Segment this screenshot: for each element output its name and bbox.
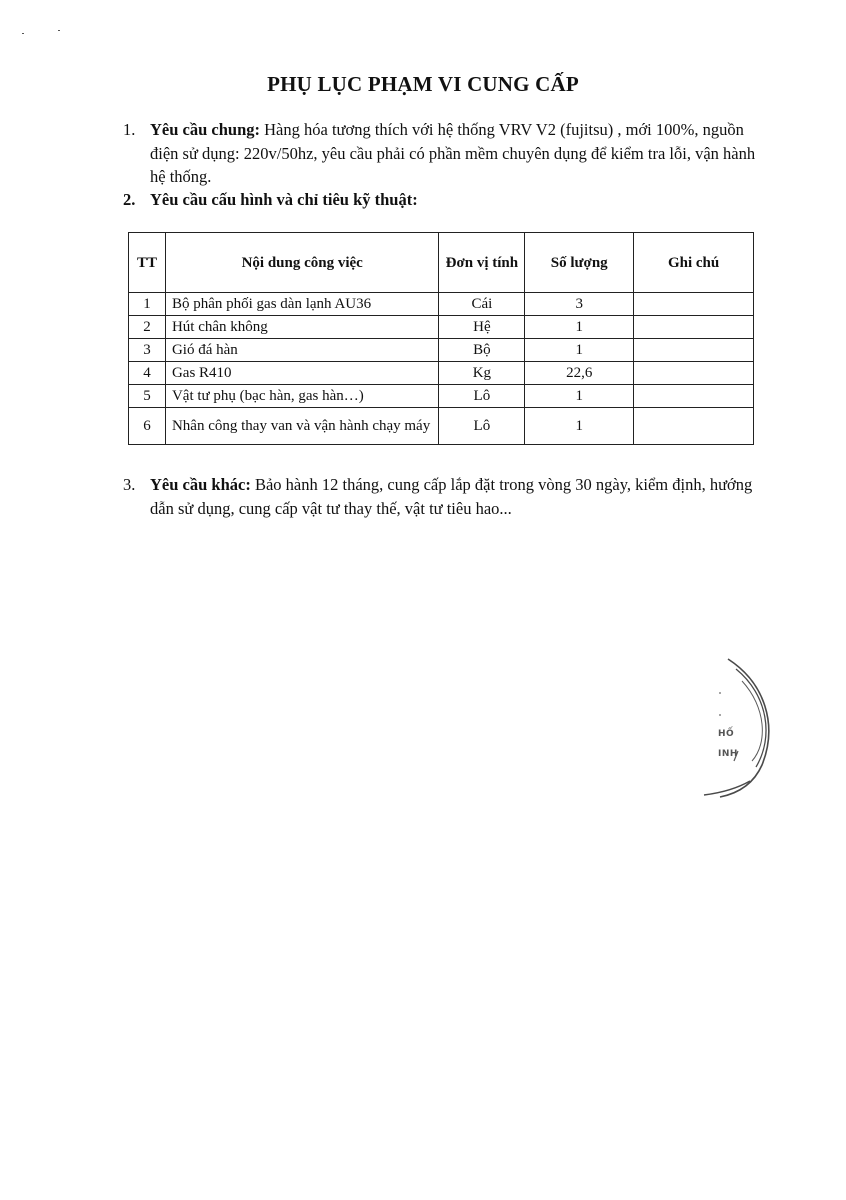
table-row: [129, 339, 754, 362]
cell-tt: 2: [129, 316, 166, 339]
header-tt: TT: [129, 233, 166, 293]
requirements-table: [128, 232, 754, 445]
cell-content: Gas R410: [165, 362, 438, 385]
table-header-row: [129, 233, 754, 293]
cell-content: Gió đá hàn: [165, 339, 438, 362]
cell-note: [634, 293, 754, 316]
cell-note: [634, 316, 754, 339]
cell-unit: Lô: [439, 385, 525, 408]
section-lead: Yêu cầu cấu hình và chỉ tiêu kỹ thuật:: [150, 190, 418, 209]
seal-text: HỐ: [718, 729, 735, 739]
section-number: 1.: [123, 120, 136, 139]
section-general-requirements: [123, 118, 763, 189]
cell-note: [634, 362, 754, 385]
header-note: Ghi chú: [634, 233, 754, 293]
table-row: [129, 316, 754, 339]
seal-text: INH: [718, 749, 738, 759]
header-unit: Đơn vị tính: [439, 233, 525, 293]
cell-qty: 1: [525, 385, 634, 408]
cell-tt: 4: [129, 362, 166, 385]
page-title: PHỤ LỤC PHẠM VI CUNG CẤP: [267, 72, 579, 96]
cell-qty: 1: [525, 316, 634, 339]
cell-unit: Cái: [439, 293, 525, 316]
cell-qty: 22,6: [525, 362, 634, 385]
section-number: 3.: [123, 475, 136, 494]
section-number: 2.: [123, 190, 136, 209]
section-text: Hàng hóa tương thích với hệ thống VRV V2 (fujitsu) , mới 100%, nguồn điện sử dụng: 220v/50hz, yêu cầu phải có phần mềm chuyên dụng để kiểm tra lỗi, vận hành hệ thống.: [150, 120, 756, 186]
cell-tt: 3: [129, 339, 166, 362]
cell-tt: 5: [129, 385, 166, 408]
header-content: Nội dung công việc: [165, 233, 438, 293]
seal-stamp-arcs: [690, 655, 780, 805]
cell-content: Nhân công thay van và vận hành chạy máy: [165, 408, 438, 445]
section-lead: Yêu cầu chung:: [150, 120, 261, 139]
seal-stamp: [690, 655, 780, 805]
cell-content: Hút chân không: [165, 316, 438, 339]
cell-content: Bộ phân phối gas dàn lạnh AU36: [165, 293, 438, 316]
cell-unit: Kg: [439, 362, 525, 385]
section-text: Bảo hành 12 tháng, cung cấp lắp đặt trong vòng 30 ngày, kiểm định, hướng dẫn sử dụng, cung cấp vật tư thay thế, vật tư tiêu hao...: [150, 475, 753, 518]
cell-tt: 6: [129, 408, 166, 445]
section-lead: Yêu cầu khác:: [150, 475, 251, 494]
table-row: [129, 408, 754, 445]
cell-tt: 1: [129, 293, 166, 316]
cell-note: [634, 339, 754, 362]
cell-qty: 1: [525, 339, 634, 362]
cell-note: [634, 385, 754, 408]
cell-note: [634, 408, 754, 445]
cell-unit: Lô: [439, 408, 525, 445]
cell-unit: Bộ: [439, 339, 525, 362]
header-qty: Số lượng: [525, 233, 634, 293]
table-row: [129, 385, 754, 408]
cell-unit: Hệ: [439, 316, 525, 339]
table-row: [129, 293, 754, 316]
scan-speck: [58, 30, 60, 31]
cell-qty: 1: [525, 408, 634, 445]
section-configuration: [123, 188, 763, 212]
cell-content: Vật tư phụ (bạc hàn, gas hàn…): [165, 385, 438, 408]
cell-qty: 3: [525, 293, 634, 316]
table-row: [129, 362, 754, 385]
scan-speck: [22, 33, 24, 34]
section-other-requirements: [123, 473, 763, 520]
